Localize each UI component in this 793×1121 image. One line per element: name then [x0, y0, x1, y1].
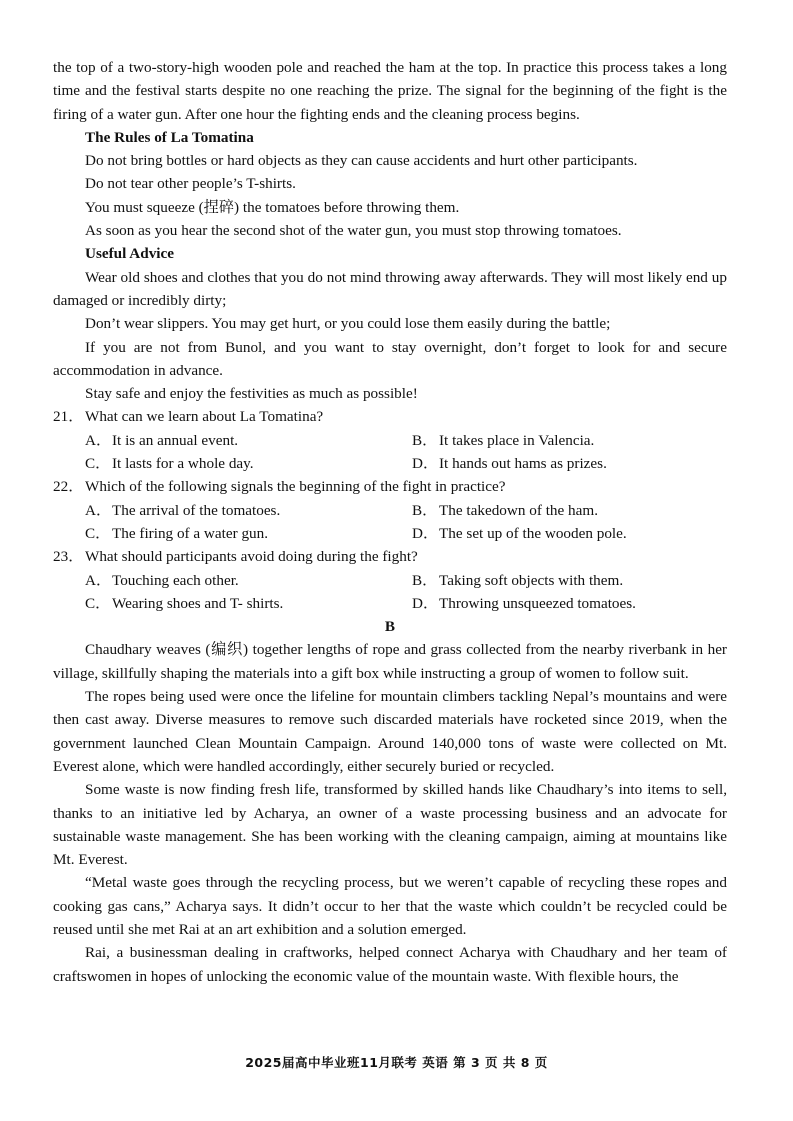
option-text: The set up of the wooden pole. [439, 524, 627, 542]
rule-item: Do not tear other people’s T-shirts. [85, 175, 296, 193]
passage-b-paragraph: “Metal waste goes through the recycling process, but we weren’t capable of recycling these ropes and cooking gas cans,” Acharya says. It didn’t occur to her that the waste which couldn’t be recycled could be reused until she met Rai at an art exhibition and a solution emerged. [53, 874, 727, 938]
option-d [412, 522, 727, 545]
option-text: It takes place in Valencia. [439, 431, 595, 449]
option-d [412, 452, 727, 475]
passage-b-label: B [384, 618, 396, 636]
option-b [412, 499, 727, 522]
question-22 [53, 475, 727, 498]
question-number: 21． [53, 408, 84, 426]
question-23 [53, 545, 727, 568]
option-label: A． [85, 501, 112, 519]
passage-b-paragraph: Some waste is now finding fresh life, transformed by skilled hands like Chaudhary’s into items to sell, thanks to an initiative led by Acharya, an owner of a waste processing business and an advocate for sustainable waste management. She has been working with the cleaning campaign, aiming at mountains like Mt. Everest. [53, 781, 727, 869]
question-22-options [53, 499, 727, 546]
option-label: B． [412, 431, 438, 449]
passage-b-paragraph: The ropes being used were once the lifeline for mountain climbers tackling Nepal’s mountains and were then cast away. Diverse measures to remove such discarded materials have rocketed since 2019, when the government launched Clean Mountain Campaign. Around 140,000 tons of waste were collected on Mt. Everest alone, which were handled accordingly, either securely buried or recycled. [53, 688, 727, 775]
page-footer: 2025届高中毕业班11月联考 英语 第 3 页 共 8 页 [245, 1055, 548, 1070]
option-label: B． [412, 571, 438, 589]
rule-item: As soon as you hear the second shot of the water gun, you must stop throwing tomatoes. [85, 222, 622, 240]
option-text: Taking soft objects with them. [439, 571, 624, 589]
option-label: D． [412, 524, 439, 542]
question-stem: Which of the following signals the beginning of the fight in practice? [85, 478, 506, 496]
advice-item: Wear old shoes and clothes that you do not mind throwing away afterwards. They will most likely end up damaged or incredibly dirty; [53, 268, 727, 309]
rules-heading: The Rules of La Tomatina [85, 128, 254, 146]
option-label: C． [85, 455, 111, 473]
option-d [412, 592, 727, 615]
option-label: B． [412, 501, 438, 519]
option-text: It is an annual event. [112, 431, 239, 449]
option-text: It lasts for a whole day. [112, 455, 254, 473]
option-c [85, 592, 412, 615]
option-b [412, 429, 727, 452]
passage-a-continued-paragraph: the top of a two-story-high wooden pole and reached the ham at the top. In practice this process takes a long time and the festival starts despite no one reaching the prize. The signal for the beginning of the fight is the firing of a water gun. After one hour the fighting ends and the cleaning process begins. [53, 59, 727, 123]
option-a [85, 429, 412, 452]
option-text: Touching each other. [112, 571, 239, 589]
option-text: Wearing shoes and T- shirts. [112, 594, 284, 612]
question-23-options [53, 569, 727, 616]
option-text: Throwing unsqueezed tomatoes. [439, 594, 636, 612]
page-text [53, 56, 727, 988]
option-text: The arrival of the tomatoes. [112, 501, 281, 519]
option-b [412, 569, 727, 592]
option-text: The takedown of the ham. [439, 501, 598, 519]
passage-b-paragraph: Rai, a businessman dealing in craftworks, helped connect Acharya with Chaudhary and her team of craftswomen in hopes of unlocking the economic value of the mountain waste. With flexible hours, the [53, 944, 727, 985]
question-number: 23． [53, 548, 84, 566]
option-label: C． [85, 524, 111, 542]
option-c [85, 522, 412, 545]
question-21 [53, 405, 727, 428]
advice-item: If you are not from Bunol, and you want to stay overnight, don’t forget to look for and secure accommodation in advance. [53, 338, 727, 379]
advice-item: Don’t wear slippers. You may get hurt, or you could lose them easily during the battle; [85, 315, 611, 333]
rule-item: You must squeeze (捏碎) the tomatoes before throwing them. [85, 198, 460, 216]
question-stem: What can we learn about La Tomatina? [85, 408, 324, 426]
option-c [85, 452, 412, 475]
option-label: D． [412, 594, 439, 612]
option-label: A． [85, 571, 112, 589]
passage-b-paragraph: Chaudhary weaves (编织) together lengths of rope and grass collected from the nearby riverbank in her village, skillfully shaping the materials into a gift box while instructing a group of women to follow suit. [53, 641, 727, 682]
question-stem: What should participants avoid doing during the fight? [85, 548, 418, 566]
option-label: D． [412, 455, 439, 473]
advice-heading: Useful Advice [85, 245, 175, 263]
option-text: It hands out hams as prizes. [439, 455, 607, 473]
option-a [85, 499, 412, 522]
rule-item: Do not bring bottles or hard objects as they can cause accidents and hurt other participants. [85, 152, 638, 170]
option-a [85, 569, 412, 592]
question-number: 22． [53, 478, 84, 496]
option-text: The firing of a water gun. [112, 524, 269, 542]
question-21-options [53, 429, 727, 476]
option-label: A． [85, 431, 112, 449]
advice-item: Stay safe and enjoy the festivities as much as possible! [85, 385, 418, 403]
option-label: C． [85, 594, 111, 612]
